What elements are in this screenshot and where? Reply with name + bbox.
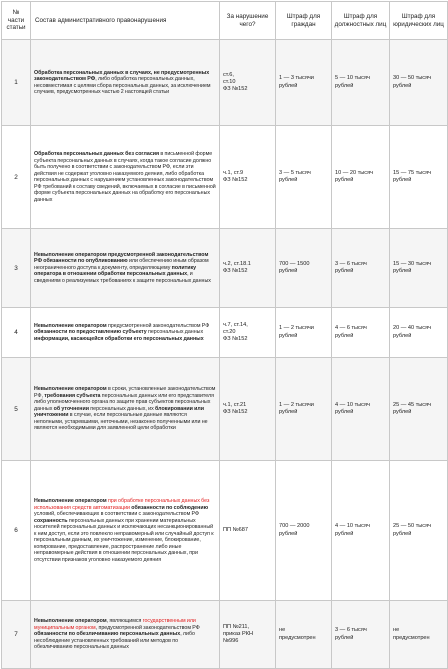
fine-officials <box>332 358 390 461</box>
bold-text-segment: Невыполнение оператором предусмотренной законодательством РФ обязанности по опубликованию <box>34 251 209 265</box>
cell-line: 20 — 40 тысяч <box>393 325 432 332</box>
cell-line: 1 — 3 тысячи <box>279 75 314 82</box>
text-segment: , предусмотренной законодательством РФ <box>95 624 200 631</box>
text-segment: персональных данных, их <box>88 405 156 412</box>
cell-line: 30 — 50 тысяч <box>393 75 432 82</box>
cell-line: рублей <box>393 82 412 89</box>
cell-line: ФЗ №152 <box>223 86 248 93</box>
fine-citizens <box>276 601 332 669</box>
text-segment: , и сведениям о реализуемых требованиях к защите персональных данных <box>34 271 211 284</box>
cell-line: ФЗ №152 <box>223 268 248 274</box>
header-fine-officials: Штраф для должностных лиц <box>332 2 390 40</box>
cell-line: 15 — 75 тысяч <box>393 169 432 176</box>
cell-line: не <box>279 627 286 634</box>
offense-description <box>31 126 220 229</box>
fine-citizens <box>276 40 332 126</box>
text-segment: персональных данных или его представителя либо уполномоченного органа по защите прав субъектов персональных данных <box>34 392 215 412</box>
text-segment: в письменной форме субъекта персональных данных в случаях, когда такое согласие должно быть получено в соответствии с законодательством РФ, если эти действия не содержат уголовно наказуемого деяния, либо обработка персональных данных с нарушением установленных законодательством РФ требований к составу сведений, включаемых в согласие в письменной форме субъекта персональных данных на обработку его персональных данных <box>34 151 216 203</box>
cell-line: 5 — 10 тысяч <box>335 75 370 82</box>
fine-officials <box>332 229 390 308</box>
bold-text-segment: обязанности по соблюдению <box>131 504 209 511</box>
cell-line: ст.10 <box>223 78 236 85</box>
header-violated-article: За нарушение чего? <box>220 2 276 40</box>
cell-line: ФЗ №152 <box>223 177 248 183</box>
cell-line: рублей <box>335 530 354 537</box>
cell-line: ст.20 <box>223 328 236 335</box>
cell-line: рублей <box>335 177 354 183</box>
text-segment: в сроки, установленные законодательством РФ, <box>34 386 216 399</box>
part-number: 4 <box>2 308 31 358</box>
table-header-row <box>2 2 448 40</box>
bold-text-segment: об уточнении <box>53 405 89 412</box>
bold-text-segment: Обработка персональных данных в случаях, не предусмотренных законодательством РФ <box>34 69 210 82</box>
bold-text-segment: Невыполнение оператором <box>34 322 107 329</box>
cell-line: 25 — 45 тысяч <box>393 401 432 408</box>
fine-legal-entities <box>390 358 448 461</box>
cell-line: предусмотрен <box>393 634 430 641</box>
part-number: 6 <box>2 461 31 601</box>
cell-line: 1 — 2 тысячи <box>279 401 314 408</box>
table-row <box>2 229 448 308</box>
offense-description <box>31 40 220 126</box>
fines-table <box>1 1 448 669</box>
fine-citizens <box>276 308 332 358</box>
offense-description <box>31 461 220 601</box>
part-number: 7 <box>2 601 31 669</box>
header-offense-description: Состав административного правонарушения <box>31 2 220 40</box>
cell-line: рублей <box>335 634 354 641</box>
cell-line: рублей <box>279 268 298 274</box>
cell-line: рублей <box>393 177 412 183</box>
bold-text-segment: требования субъекта <box>44 392 101 399</box>
cell-line: не <box>393 627 400 634</box>
offense-description <box>31 601 220 669</box>
highlighted-text-segment: при обработке персональных данных без использования средств автоматизации <box>34 498 210 511</box>
cell-line: рублей <box>393 409 412 415</box>
violated-article <box>220 461 276 601</box>
cell-line: рублей <box>335 332 354 339</box>
fine-legal-entities <box>390 461 448 601</box>
table-row <box>2 601 448 669</box>
cell-line: рублей <box>335 82 354 89</box>
violated-article <box>220 40 276 126</box>
offense-description <box>31 308 220 358</box>
bold-text-segment: обязанности по обезличиванию персональных данных <box>34 631 181 638</box>
table-row <box>2 40 448 126</box>
header-part-number: № части статьи <box>2 2 31 40</box>
part-number: 1 <box>2 40 31 126</box>
fine-legal-entities <box>390 229 448 308</box>
cell-line: 700 — 1500 <box>279 260 310 267</box>
violated-article <box>220 308 276 358</box>
table-row <box>2 126 448 229</box>
violated-article <box>220 126 276 229</box>
cell-line: 4 — 6 тысяч <box>335 325 367 332</box>
cell-line: рублей <box>393 332 412 339</box>
cell-line: ФЗ №152 <box>223 409 248 415</box>
table-row <box>2 308 448 358</box>
cell-line: предусмотрен <box>279 634 316 641</box>
cell-line: 15 — 30 тысяч <box>393 260 432 267</box>
fine-legal-entities <box>390 308 448 358</box>
cell-line: рублей <box>279 332 298 339</box>
cell-line: №996 <box>223 638 239 645</box>
text-segment: , либо несоблюдение установленных требований или методов по обезличиванию персональных данных <box>34 631 195 651</box>
fine-officials <box>332 461 390 601</box>
cell-line: 4 — 10 тысяч <box>335 401 370 408</box>
part-number: 5 <box>2 358 31 461</box>
cell-line: приказ РКН <box>223 630 254 637</box>
cell-line: рублей <box>335 268 354 274</box>
text-segment: в случае, если персональные данные являются неполными, устаревшими, неточными, незаконно полученными или не являются необходимыми для заявленной цели обработки <box>34 412 208 432</box>
cell-line: 10 — 20 тысяч <box>335 169 374 176</box>
text-segment: персональных данных <box>146 329 204 336</box>
cell-line: 3 — 6 тысяч <box>335 627 367 634</box>
fine-legal-entities <box>390 601 448 669</box>
text-segment: предусмотренной законодательством РФ <box>106 322 210 329</box>
bold-text-segment: блокировании или уничтожении <box>34 405 205 419</box>
cell-line: ч.1, ст.9 <box>223 169 244 176</box>
fine-officials <box>332 308 390 358</box>
cell-line: рублей <box>393 530 412 537</box>
cell-line: ПП №211, <box>223 623 250 630</box>
fine-officials <box>332 126 390 229</box>
cell-line: рублей <box>279 409 298 415</box>
cell-line: 1 — 2 тысячи <box>279 325 314 332</box>
fine-officials <box>332 40 390 126</box>
cell-line: 3 — 6 тысяч <box>335 260 367 267</box>
text-segment: , являющимся <box>106 618 143 625</box>
cell-line: 4 — 10 тысяч <box>335 523 370 530</box>
cell-line: ФЗ №152 <box>223 336 248 343</box>
table-row <box>2 461 448 601</box>
text-segment: или обеспечению иным образом неограниченного доступа к документу, определяющему <box>34 258 209 271</box>
cell-line: ч.7, ст.14, <box>223 321 248 328</box>
cell-line: рублей <box>335 409 354 415</box>
header-fine-legal-entities: Штраф для юридических лиц <box>390 2 448 40</box>
bold-text-segment: Обработка персональных данных без согласия <box>34 151 160 157</box>
cell-line: 25 — 50 тысяч <box>393 523 432 530</box>
violated-article <box>220 358 276 461</box>
text-segment: персональных данных при хранении материальных носителей персональных данных и исключающих несанкционированный к ним доступ, если это повлекло неправомерный или случайный доступ к персональным данным, их уничтожение, изменение, блокирование, копирование, предоставление, распространение либо иные неправомерные действия в отношении персональных данных, при отсутствии признаков уголовно наказуемого деяния <box>34 517 214 563</box>
text-segment: , либо обработка персональных данных, несовместимая с целями сбора персональных данных, за исключением случаев, предусмотренных частью 2 настоящей статьи <box>34 76 211 95</box>
table-row <box>2 358 448 461</box>
text-segment: условий, обеспечивающих в соответствии с законодательством РФ <box>34 511 200 517</box>
fine-legal-entities <box>390 40 448 126</box>
bold-text-segment: Невыполнение оператором <box>34 618 107 625</box>
bold-text-segment: информации, касающейся обработки его персональных данных <box>34 335 204 342</box>
fine-citizens <box>276 229 332 308</box>
bold-text-segment: сохранность <box>34 517 68 524</box>
fine-officials <box>332 601 390 669</box>
offense-description <box>31 358 220 461</box>
bold-text-segment: Невыполнение оператором <box>34 498 107 504</box>
cell-line: рублей <box>393 268 412 274</box>
fine-legal-entities <box>390 126 448 229</box>
offense-description <box>31 229 220 308</box>
cell-line: ПП №687 <box>223 526 248 533</box>
cell-line: ч.1, ст.21 <box>223 401 247 408</box>
cell-line: рублей <box>279 82 298 89</box>
cell-line: рублей <box>279 530 298 537</box>
fine-citizens <box>276 126 332 229</box>
cell-line: 3 — 5 тысяч <box>279 169 311 176</box>
cell-line: 700 — 2000 <box>279 523 310 530</box>
bold-text-segment: Невыполнение оператором <box>34 386 107 393</box>
cell-line: рублей <box>279 177 298 183</box>
header-fine-citizens: Штраф для граждан <box>276 2 332 40</box>
cell-line: ст.6, <box>223 71 234 78</box>
bold-text-segment: политику оператора в отношении обработки персональных данных <box>34 264 197 278</box>
fine-citizens <box>276 358 332 461</box>
highlighted-text-segment: государственным или муниципальным органом <box>34 618 196 631</box>
cell-line: ч.2, ст.18.1 <box>223 260 251 267</box>
fine-citizens <box>276 461 332 601</box>
bold-text-segment: обязанности по предоставлению субъекту <box>34 329 147 336</box>
part-number: 3 <box>2 229 31 308</box>
violated-article <box>220 229 276 308</box>
part-number: 2 <box>2 126 31 229</box>
violated-article <box>220 601 276 669</box>
